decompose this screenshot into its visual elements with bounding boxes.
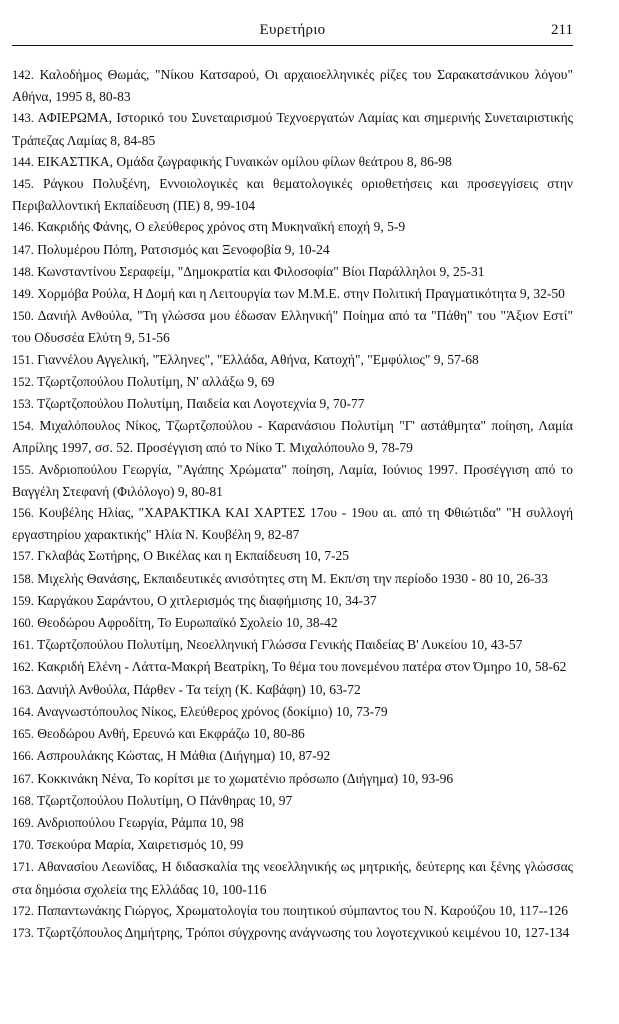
entry-text: Κακριδή Ελένη - Λάττα-Μακρή Βεατρίκη, Το θέμα του πονεμένου πατέρα στον Όμηρο 10, 58-62 bbox=[37, 659, 567, 675]
entry-text: Κωνσταντίνου Σεραφείμ, "Δημοκρατία και Φιλοσοφία" Βίοι Παράλληλοι 9, 25-31 bbox=[37, 263, 485, 279]
entry-text: Γιαννέλου Αγγελική, "Έλληνες", "Ελλάδα, Αθήνα, Κατοχή", "Εμφύλιος" 9, 57-68 bbox=[37, 351, 479, 367]
entry-text: Χορμόβα Ρούλα, Η Δομή και η Λειτουργία των Μ.Μ.Ε. στην Πολιτική Πραγματικότητα 9, 32-50 bbox=[37, 286, 565, 302]
entry-number: 158. bbox=[12, 571, 34, 586]
index-entry bbox=[12, 151, 573, 173]
running-title: Ευρετήριο bbox=[259, 22, 326, 38]
entry-number: 170. bbox=[12, 838, 34, 853]
index-entry bbox=[12, 900, 573, 922]
entry-number: 152. bbox=[12, 374, 34, 389]
entry-text: Δανιήλ Ανθούλα, "Τη γλώσσα μου έδωσαν Ελληνική" Ποίημα από τα "Πάθη" του "Άξιον Εστί" του Οδυσσέα Ελύτη 9, 51-56 bbox=[12, 308, 574, 346]
entry-text: Καργάκου Σαράντου, Ο χιτλερισμός της διαφήμισης 10, 34-37 bbox=[37, 592, 377, 608]
index-entry bbox=[12, 856, 573, 899]
entry-number: 151. bbox=[12, 352, 34, 367]
entry-number: 171. bbox=[12, 860, 34, 875]
entry-number: 165. bbox=[12, 727, 34, 742]
entry-number: 150. bbox=[12, 309, 34, 324]
entry-text: Ανδριοπούλου Γεωργία, Ράμπα 10, 98 bbox=[36, 814, 244, 830]
entry-number: 172. bbox=[12, 903, 34, 918]
entry-text: Ανδριοπούλου Γεωργία, "Αγάπης Χρώματα" ποίηση, Λαμία, Ιούνιος 1997. Προσέγγιση από το Βαγγέλη Στεφανή (Φιλόλογο) 9, 80-81 bbox=[12, 461, 573, 499]
index-entry bbox=[12, 590, 573, 612]
entry-number: 169. bbox=[12, 815, 34, 830]
index-entry bbox=[12, 922, 573, 944]
entry-number: 167. bbox=[12, 771, 34, 786]
index-entry bbox=[12, 305, 573, 348]
index-entry bbox=[12, 723, 573, 745]
index-entry bbox=[12, 415, 573, 458]
entry-number: 149. bbox=[12, 287, 34, 302]
entry-number: 153. bbox=[12, 397, 34, 412]
entry-text: ΑΦΙΕΡΩΜΑ, Ιστορικό του Συνεταιρισμού Τεχνοεργατών Λαμίας και σημερινής Συνεταιριστικής Τράπεζας Λαμίας 8, 84-85 bbox=[12, 110, 573, 148]
entry-number: 143. bbox=[12, 111, 34, 126]
entry-text: Τζωρτζόπουλος Δημήτρης, Τρόποι σύγχρονης ανάγνωσης του λογοτεχνικού κειμένου 10, 127-134 bbox=[37, 924, 570, 940]
index-entry bbox=[12, 64, 573, 107]
index-entry bbox=[12, 545, 573, 567]
entry-text: Μιχαλόπουλος Νίκος, Τζωρτζοπούλου - Καρανάσιου Πολυτίμη "Γ' αστάθμητα" ποίηση, Λαμία Απρίλης 1997, σσ. 52. Προσέγγιση από το Νίκο Τ. Μιχαλόπουλο 9, 78-79 bbox=[12, 418, 574, 456]
entry-number: 155. bbox=[12, 462, 34, 477]
entry-text: Αναγνωστόπουλος Νίκος, Ελεύθερος χρόνος (δοκίμιο) 10, 73-79 bbox=[36, 703, 388, 719]
page-header bbox=[12, 22, 573, 44]
index-entry bbox=[12, 768, 573, 790]
entry-number: 144. bbox=[12, 154, 34, 169]
entry-text: Ασπρουλάκης Κώστας, Η Μάθια (Διήγημα) 10, 87-92 bbox=[36, 748, 331, 764]
entry-text: Κοκκινάκη Νένα, Το κορίτσι με το χωματένιο πρόσωπο (Διήγημα) 10, 93-96 bbox=[37, 770, 454, 786]
entry-number: 157. bbox=[12, 549, 34, 564]
entry-number: 159. bbox=[12, 593, 34, 608]
entry-number: 168. bbox=[12, 793, 34, 808]
index-entry bbox=[12, 834, 573, 856]
index-entry bbox=[12, 371, 573, 393]
entry-text: Μιχελής Θανάσης, Εκπαιδευτικές ανισότητες στη Μ. Εκπ/ση την περίοδο 1930 - 80 10, 26-33 bbox=[37, 570, 548, 586]
index-entry bbox=[12, 790, 573, 812]
index-entry bbox=[12, 701, 573, 723]
header-rule bbox=[12, 45, 573, 46]
entry-number: 142. bbox=[12, 68, 34, 82]
index-entry bbox=[12, 656, 573, 678]
index-entry bbox=[12, 239, 573, 261]
entry-text: Τζωρτζοπούλου Πολυτίμη, Παιδεία και Λογοτεχνία 9, 70-77 bbox=[37, 396, 365, 412]
entry-text: Γκλαβάς Σωτήρης, Ο Βικέλας και η Εκπαίδευση 10, 7-25 bbox=[37, 548, 350, 564]
entry-text: Καλοδήμος Θωμάς, "Νίκου Κατσαρού, Οι αρχαιοελληνικές ρίζες του Σαρακατσάνικου λόγου" Αθήνα, 1995 8, 80-83 bbox=[12, 67, 573, 105]
entry-number: 173. bbox=[12, 925, 34, 940]
entry-number: 161. bbox=[12, 638, 34, 653]
index-entry bbox=[12, 502, 573, 545]
index-entry bbox=[12, 173, 573, 216]
index-entry bbox=[12, 459, 573, 502]
entry-text: Τζωρτζοπούλου Πολυτίμη, Ν' αλλάξω 9, 69 bbox=[37, 373, 275, 389]
entry-text: Τζωρτζοπούλου Πολυτίμη, Νεοελληνική Γλώσσα Γενικής Παιδείας Β' Λυκείου 10, 43-57 bbox=[37, 637, 523, 653]
entry-number: 146. bbox=[12, 220, 34, 235]
entry-text: Κουβέλης Ηλίας, "ΧΑΡΑΚΤΙΚΑ ΚΑΙ ΧΑΡΤΕΣ 17ου - 19ου αι. από τη Φθιώτιδα" "Η συλλογή εργαστηρίου χαρακτικής" Ηλία Ν. Κουβέλη 9, 82-87 bbox=[12, 505, 574, 543]
entry-text: Αθανασίου Λεωνίδας, Η διδασκαλία της νεοελληνικής ως μητρικής, δεύτερης και ξένης γλώσσας στα δημόσια σχολεία της Ελλάδας 10, 100-116 bbox=[12, 859, 573, 897]
entry-text: Τζωρτζοπούλου Πολυτίμη, Ο Πάνθηρας 10, 97 bbox=[37, 792, 293, 808]
index-entry bbox=[12, 634, 573, 656]
entry-text: Δανιήλ Ανθούλα, Πάρθεν - Τα τείχη (Κ. Καβάφη) 10, 63-72 bbox=[36, 681, 361, 697]
entry-text: Κακριδής Φάνης, Ο ελεύθερος χρόνος στη Μυκηναϊκή εποχή 9, 5-9 bbox=[37, 219, 406, 235]
index-entry bbox=[12, 216, 573, 238]
index-entry bbox=[12, 107, 573, 150]
index-entry bbox=[12, 283, 573, 305]
entry-number: 148. bbox=[12, 264, 34, 279]
entry-number: 164. bbox=[12, 704, 34, 719]
entry-text: Ράγκου Πολυξένη, Εννοιολογικές και θεματολογικές οριοθετήσεις και προσεγγίσεις στην Περιβαλλοντική Εκπαίδευση (ΠΕ) 8, 99-104 bbox=[12, 176, 574, 214]
entry-number: 145. bbox=[12, 177, 34, 192]
entry-number: 162. bbox=[12, 660, 34, 675]
entry-number: 166. bbox=[12, 749, 34, 764]
entry-number: 163. bbox=[12, 682, 34, 697]
index-entry bbox=[12, 745, 573, 767]
entry-number: 154. bbox=[12, 419, 34, 434]
entry-number: 160. bbox=[12, 616, 34, 631]
index-entry bbox=[12, 812, 573, 834]
index-entry bbox=[12, 612, 573, 634]
entry-text: Τσεκούρα Μαρία, Χαιρετισμός 10, 99 bbox=[37, 837, 244, 853]
entry-text: ΕΙΚΑΣΤΙΚΑ, Ομάδα ζωγραφικής Γυναικών ομίλου φίλων θεάτρου 8, 86-98 bbox=[37, 153, 452, 169]
index-entry bbox=[12, 393, 573, 415]
entry-text: Θεοδώρου Ανθή, Ερευνώ και Εκφράζω 10, 80-86 bbox=[37, 726, 305, 742]
index-entry bbox=[12, 679, 573, 701]
index-entry bbox=[12, 568, 573, 590]
entry-number: 156. bbox=[12, 506, 34, 521]
index-entry bbox=[12, 261, 573, 283]
page-number: 211 bbox=[551, 22, 573, 38]
entry-number: 147. bbox=[12, 242, 34, 257]
entry-text: Πολυμέρου Πόπη, Ρατσισμός και Ξενοφοβία 9, 10-24 bbox=[37, 241, 330, 257]
index-entry bbox=[12, 349, 573, 371]
entry-text: Παπαντωνάκης Γιώργος, Χρωματολογία του ποιητικού σύμπαντος του Ν. Καρούζου 10, 117--126 bbox=[37, 902, 569, 918]
index-entries bbox=[12, 64, 573, 944]
entry-text: Θεοδώρου Αφροδίτη, Το Ευρωπαϊκό Σχολείο 10, 38-42 bbox=[37, 615, 338, 631]
